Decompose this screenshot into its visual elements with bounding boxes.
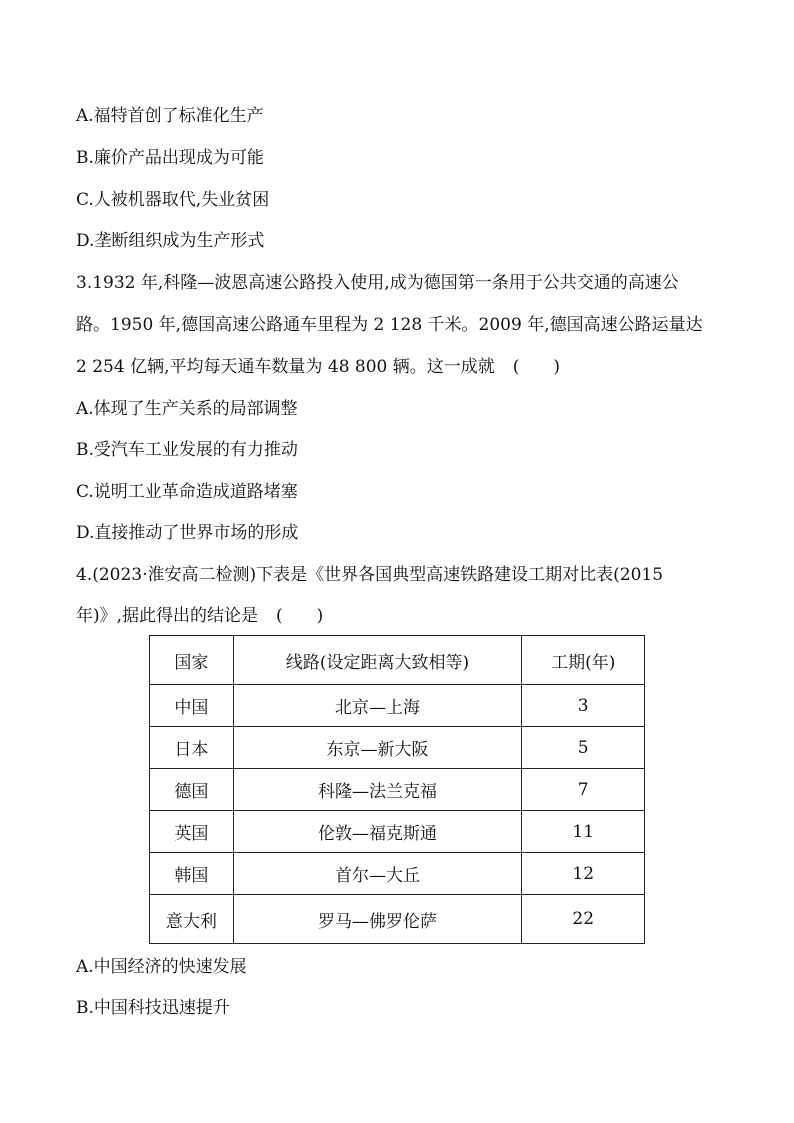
q4-stem-text: 年)》,据此得出的结论是 — [76, 606, 259, 626]
q3-option-a: A.体现了生产关系的局部调整 — [76, 399, 298, 419]
q3-stem-line-3 — [76, 357, 560, 377]
header-route: 线路(设定距离大致相等) — [233, 636, 522, 685]
table-row — [150, 685, 645, 727]
cell-country: 德国 — [150, 769, 234, 811]
table-row — [150, 727, 645, 769]
q4-answer-blank: ( ) — [276, 606, 324, 626]
table-header-row — [150, 636, 645, 685]
cell-route: 北京—上海 — [233, 685, 522, 727]
cell-duration: 12 — [522, 853, 645, 895]
q4-option-a: A.中国经济的快速发展 — [76, 957, 247, 977]
q2-option-d: D.垄断组织成为生产形式 — [76, 231, 265, 251]
q3-stem-text: 2 254 亿辆,平均每天通车数量为 48 800 辆。这一成就 — [76, 357, 495, 377]
cell-route: 伦敦—福克斯通 — [233, 811, 522, 853]
q3-answer-blank: ( ) — [512, 357, 561, 377]
q4-stem-line-1: 4.(2023·淮安高二检测)下表是《世界各国典型高速铁路建设工期对比表(2015 — [76, 565, 664, 585]
cell-duration: 22 — [522, 895, 645, 944]
cell-country: 日本 — [150, 727, 234, 769]
cell-duration: 3 — [522, 685, 645, 727]
header-country: 国家 — [150, 636, 234, 685]
q2-option-c: C.人被机器取代,失业贫困 — [76, 190, 270, 210]
table-row — [150, 853, 645, 895]
cell-duration: 11 — [522, 811, 645, 853]
cell-route: 罗马—佛罗伦萨 — [233, 895, 522, 944]
q3-option-c: C.说明工业革命造成道路堵塞 — [76, 482, 298, 502]
q3-option-d: D.直接推动了世界市场的形成 — [76, 523, 299, 543]
header-duration: 工期(年) — [522, 636, 645, 685]
cell-country: 意大利 — [150, 895, 234, 944]
cell-route: 东京—新大阪 — [233, 727, 522, 769]
q3-stem-line-1: 3.1932 年,科隆—波恩高速公路投入使用,成为德国第一条用于公共交通的高速公 — [76, 273, 679, 293]
cell-duration: 7 — [522, 769, 645, 811]
cell-country: 英国 — [150, 811, 234, 853]
cell-country: 中国 — [150, 685, 234, 727]
cell-route: 科隆—法兰克福 — [233, 769, 522, 811]
q2-option-a: A.福特首创了标准化生产 — [76, 106, 264, 126]
rail-construction-table — [149, 635, 645, 944]
table-row — [150, 769, 645, 811]
q4-stem-line-2 — [76, 606, 323, 626]
q3-stem-line-2: 路。1950 年,德国高速公路通车里程为 2 128 千米。2009 年,德国高速公路运量达 — [76, 315, 703, 335]
q2-option-b: B.廉价产品出现成为可能 — [76, 148, 264, 168]
cell-route: 首尔—大丘 — [233, 853, 522, 895]
cell-country: 韩国 — [150, 853, 234, 895]
cell-duration: 5 — [522, 727, 645, 769]
q3-option-b: B.受汽车工业发展的有力推动 — [76, 440, 298, 460]
table-row — [150, 811, 645, 853]
q4-option-b: B.中国科技迅速提升 — [76, 998, 230, 1018]
table-row — [150, 895, 645, 944]
